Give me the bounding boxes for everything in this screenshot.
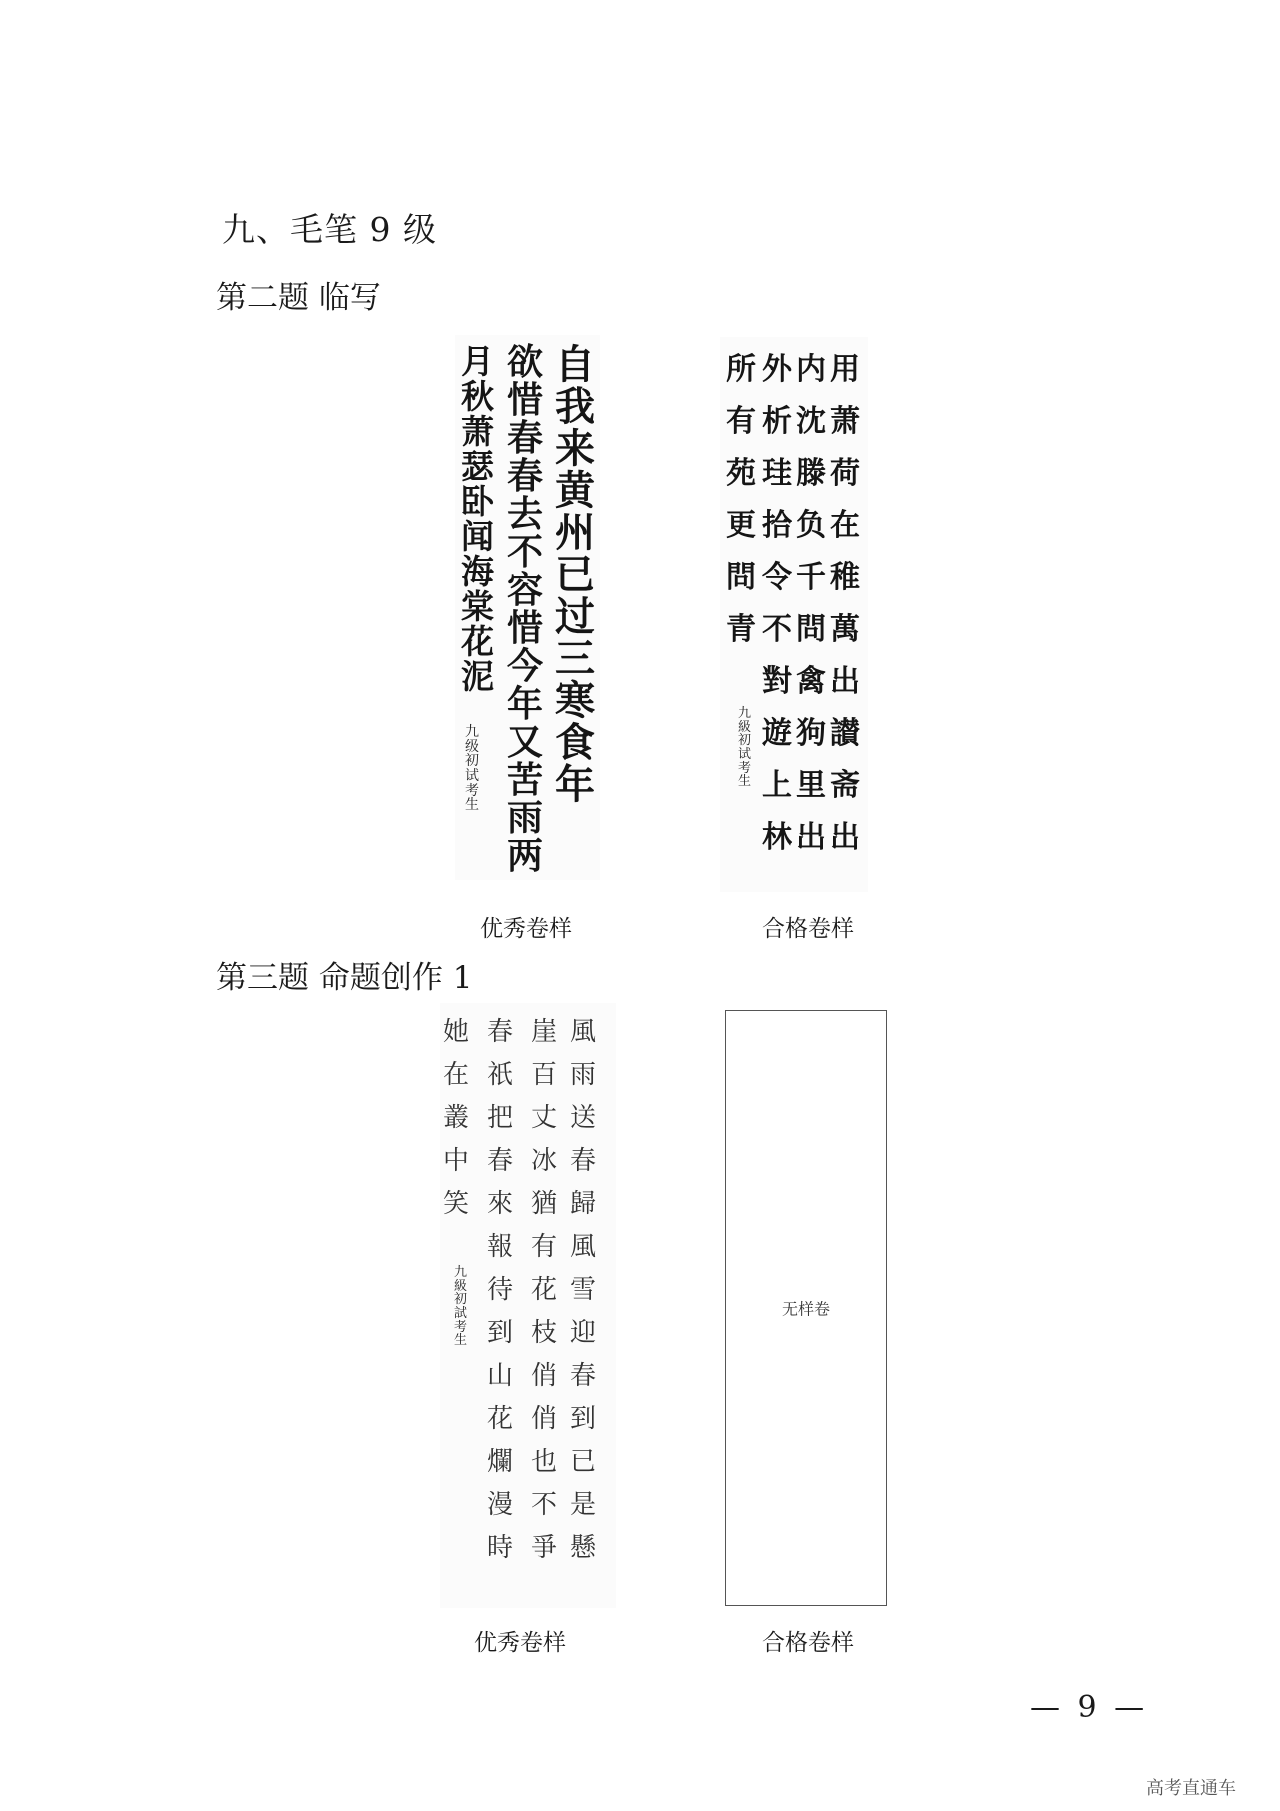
- calligraphy-character: 丈: [531, 1103, 558, 1133]
- calligraphy-character: 花: [487, 1404, 514, 1434]
- calligraphy-character: 沈: [796, 404, 826, 439]
- section-title: 九、毛笔 9 级: [222, 210, 437, 249]
- calligraphy-character: 拾: [762, 508, 792, 543]
- calligraphy-character: 歸: [570, 1189, 597, 1219]
- calligraphy-character: 卧: [461, 482, 494, 521]
- calligraphy-character: 時: [487, 1533, 514, 1563]
- calligraphy-character: 禽: [796, 664, 826, 699]
- q2-pass-column-2: [796, 352, 826, 855]
- calligraphy-character: 送: [570, 1103, 597, 1133]
- calligraphy-character: 来: [555, 426, 595, 472]
- signature-character: 试: [465, 768, 479, 785]
- calligraphy-character: 有: [726, 404, 756, 439]
- calligraphy-character: 瑟: [461, 447, 494, 486]
- calligraphy-character: 把: [487, 1103, 514, 1133]
- calligraphy-character: 令: [762, 560, 792, 595]
- calligraphy-character: 萧: [830, 404, 860, 439]
- calligraphy-character: 雨: [507, 798, 544, 839]
- question-3-title: 第三题 命题创作 1: [216, 960, 473, 996]
- q2-excellent-column-2: [507, 342, 544, 877]
- q3-excellent-sample-image: [440, 1003, 616, 1608]
- calligraphy-character: 林: [762, 820, 792, 855]
- calligraphy-character: 在: [443, 1060, 470, 1090]
- calligraphy-character: 三: [555, 636, 595, 682]
- calligraphy-character: 雨: [570, 1060, 597, 1090]
- calligraphy-character: 春: [487, 1146, 514, 1176]
- calligraphy-character: 春: [487, 1017, 514, 1047]
- calligraphy-character: 棠: [461, 587, 494, 626]
- signature-character: 考: [738, 760, 752, 776]
- q3-excellent-signature: [454, 1266, 467, 1348]
- calligraphy-character: 欲: [507, 342, 544, 383]
- calligraphy-character: 萬: [830, 612, 860, 647]
- signature-character: 考: [465, 782, 479, 799]
- calligraphy-character: 俏: [531, 1404, 558, 1434]
- calligraphy-character: 在: [830, 508, 860, 543]
- q2-pass-caption: 合格卷样: [762, 916, 854, 942]
- calligraphy-character: 來: [487, 1189, 514, 1219]
- calligraphy-character: 食: [555, 720, 595, 766]
- calligraphy-character: 狗: [796, 716, 826, 751]
- calligraphy-character: 闻: [461, 517, 494, 556]
- calligraphy-character: 是: [570, 1490, 597, 1520]
- signature-character: 生: [738, 774, 752, 790]
- signature-character: 试: [738, 746, 752, 762]
- q2-pass-column-3: [762, 352, 792, 855]
- q2-pass-column-1: [830, 352, 860, 855]
- calligraphy-character: 爭: [531, 1533, 558, 1563]
- calligraphy-character: 問: [796, 612, 826, 647]
- calligraphy-character: 滕: [796, 456, 826, 491]
- signature-character: 九: [454, 1265, 468, 1280]
- calligraphy-character: 她: [443, 1017, 470, 1047]
- calligraphy-character: 對: [762, 664, 792, 699]
- calligraphy-character: 苑: [726, 456, 756, 491]
- page-number: — 9 —: [1030, 1690, 1149, 1725]
- calligraphy-character: 雪: [570, 1275, 597, 1305]
- calligraphy-character: 更: [726, 508, 756, 543]
- calligraphy-character: 黄: [555, 468, 595, 514]
- signature-character: 試: [454, 1305, 468, 1321]
- calligraphy-character: 花: [461, 622, 494, 661]
- calligraphy-character: 今: [507, 646, 544, 687]
- q3-pass-caption: 合格卷样: [762, 1630, 854, 1656]
- calligraphy-character: 不: [762, 612, 792, 647]
- calligraphy-character: 年: [555, 762, 595, 808]
- calligraphy-character: 月: [461, 342, 494, 381]
- watermark-text: 高考直通车: [1146, 1778, 1236, 1799]
- calligraphy-character: 斋: [830, 768, 860, 803]
- calligraphy-character: 萧: [461, 412, 494, 451]
- calligraphy-character: 泥: [461, 657, 494, 696]
- signature-character: 級: [454, 1278, 468, 1294]
- calligraphy-character: 内: [796, 352, 826, 387]
- signature-character: 初: [738, 733, 752, 749]
- calligraphy-character: 珪: [762, 456, 792, 491]
- calligraphy-character: 不: [507, 532, 544, 573]
- q2-pass-column-4: [726, 352, 756, 647]
- q3-excellent-caption: 优秀卷样: [474, 1630, 566, 1656]
- calligraphy-character: 報: [487, 1232, 514, 1262]
- q3-excellent-column-4: [443, 1019, 469, 1217]
- calligraphy-character: 已: [570, 1447, 597, 1477]
- calligraphy-character: 爛: [487, 1447, 514, 1477]
- calligraphy-character: 春: [570, 1146, 597, 1176]
- q3-excellent-column-1: [570, 1019, 596, 1561]
- calligraphy-character: 千: [796, 560, 826, 595]
- calligraphy-character: 苦: [507, 760, 544, 801]
- calligraphy-character: 出: [796, 820, 826, 855]
- calligraphy-character: 又: [507, 722, 544, 763]
- question-2-title: 第二题 临写: [216, 280, 381, 316]
- calligraphy-character: 我: [555, 384, 595, 430]
- signature-character: 級: [738, 719, 752, 735]
- calligraphy-character: 不: [531, 1490, 558, 1520]
- q3-pass-empty-box: [725, 1010, 887, 1606]
- q2-pass-signature: [738, 707, 751, 789]
- calligraphy-character: 州: [555, 510, 595, 556]
- calligraphy-character: 上: [762, 768, 792, 803]
- signature-character: 初: [454, 1292, 468, 1308]
- calligraphy-character: 俏: [531, 1361, 558, 1391]
- calligraphy-character: 有: [531, 1232, 558, 1262]
- calligraphy-character: 花: [531, 1275, 558, 1305]
- q2-excellent-signature: [465, 725, 479, 813]
- calligraphy-character: 春: [570, 1361, 597, 1391]
- calligraphy-character: 猶: [531, 1189, 558, 1219]
- q2-pass-sample-image: [720, 337, 868, 892]
- signature-character: 级: [465, 738, 479, 755]
- calligraphy-character: 迎: [570, 1318, 597, 1348]
- calligraphy-character: 去: [507, 494, 544, 535]
- calligraphy-character: 惜: [507, 380, 544, 421]
- calligraphy-character: 出: [830, 664, 860, 699]
- calligraphy-character: 荷: [830, 456, 860, 491]
- calligraphy-character: 中: [443, 1146, 470, 1176]
- calligraphy-character: 负: [796, 508, 826, 543]
- calligraphy-character: 青: [726, 612, 756, 647]
- calligraphy-character: 容: [507, 570, 544, 611]
- calligraphy-character: 析: [762, 404, 792, 439]
- calligraphy-character: 稚: [830, 560, 860, 595]
- calligraphy-character: 出: [830, 820, 860, 855]
- calligraphy-character: 懸: [570, 1533, 597, 1563]
- calligraphy-character: 年: [507, 684, 544, 725]
- calligraphy-character: 秋: [461, 377, 494, 416]
- signature-character: 初: [465, 753, 479, 770]
- calligraphy-character: 風: [570, 1017, 597, 1047]
- calligraphy-character: 到: [487, 1318, 514, 1348]
- calligraphy-character: 遊: [762, 716, 792, 751]
- q3-excellent-column-2: [531, 1019, 557, 1561]
- calligraphy-character: 外: [762, 352, 792, 387]
- calligraphy-character: 百: [531, 1060, 558, 1090]
- calligraphy-character: 过: [555, 594, 595, 640]
- calligraphy-character: 自: [555, 342, 595, 388]
- q2-excellent-column-1: [555, 342, 595, 808]
- calligraphy-character: 笑: [443, 1189, 470, 1219]
- calligraphy-character: 用: [830, 352, 860, 387]
- signature-character: 生: [454, 1333, 468, 1349]
- signature-character: 九: [738, 706, 752, 721]
- q2-excellent-sample-image: [455, 335, 600, 880]
- signature-character: 九: [465, 724, 479, 740]
- signature-character: 考: [454, 1319, 468, 1335]
- calligraphy-character: 風: [570, 1232, 597, 1262]
- calligraphy-character: 所: [726, 352, 756, 387]
- calligraphy-character: 冰: [531, 1146, 558, 1176]
- q3-excellent-column-3: [487, 1019, 513, 1561]
- calligraphy-character: 海: [461, 552, 494, 591]
- no-sample-text: 无样卷: [781, 1299, 830, 1319]
- calligraphy-character: 也: [531, 1447, 558, 1477]
- calligraphy-character: 春: [507, 418, 544, 459]
- calligraphy-character: 問: [726, 560, 756, 595]
- calligraphy-character: 枝: [531, 1318, 558, 1348]
- q2-excellent-caption: 优秀卷样: [480, 916, 572, 942]
- calligraphy-character: 寒: [555, 678, 595, 724]
- calligraphy-character: 里: [796, 768, 826, 803]
- calligraphy-character: 待: [487, 1275, 514, 1305]
- q2-excellent-column-3: [461, 342, 494, 696]
- calligraphy-character: 叢: [443, 1103, 470, 1133]
- signature-character: 生: [465, 797, 479, 814]
- calligraphy-character: 春: [507, 456, 544, 497]
- calligraphy-character: 两: [507, 836, 544, 877]
- calligraphy-character: 山: [487, 1361, 514, 1391]
- calligraphy-character: 已: [555, 552, 595, 598]
- calligraphy-character: 到: [570, 1404, 597, 1434]
- calligraphy-character: 祇: [487, 1060, 514, 1090]
- calligraphy-character: 惜: [507, 608, 544, 649]
- calligraphy-character: 漫: [487, 1490, 514, 1520]
- calligraphy-character: 崖: [531, 1017, 558, 1047]
- calligraphy-character: 讃: [830, 716, 860, 751]
